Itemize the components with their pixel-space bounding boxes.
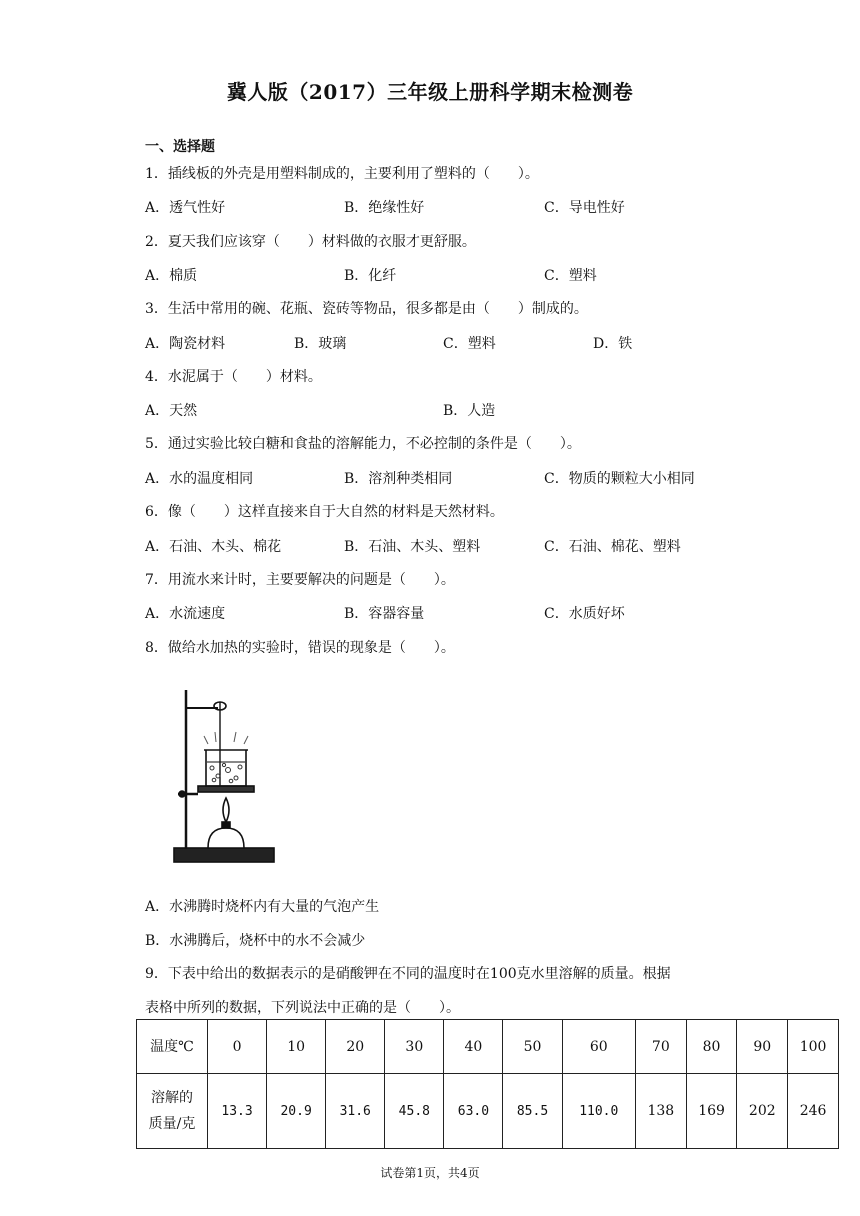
table-cell: 50 [503, 1020, 562, 1074]
q4-option-b: B．人造 [443, 403, 496, 419]
q8-option-a: A．水沸腾时烧杯内有大量的气泡产生 [145, 899, 380, 915]
exam-title: 冀人版（2017）三年级上册科学期末检测卷 [226, 80, 634, 104]
table-cell: 10 [267, 1020, 326, 1074]
q3-option-d: D．铁 [593, 336, 633, 352]
table-header-cell [137, 1074, 208, 1149]
question-8-stem: 8．做给水加热的实验时，错误的现象是（ ）。 [145, 640, 455, 656]
table-cell: 63.0 [444, 1074, 503, 1149]
section-heading: 一、选择题 [145, 139, 215, 155]
row-label-line: 质量/克 [148, 1116, 196, 1132]
table-cell: 60 [562, 1020, 635, 1074]
table-cell: 85.5 [503, 1074, 562, 1149]
table-row [137, 1020, 839, 1074]
solubility-table [136, 1019, 839, 1149]
table-cell: 169 [686, 1074, 737, 1149]
q1-option-a: A．透气性好 [145, 200, 226, 216]
question-7-stem: 7．用流水来计时，主要要解决的问题是（ ）。 [145, 572, 455, 588]
table-cell: 138 [635, 1074, 686, 1149]
table-cell: 90 [737, 1020, 788, 1074]
table-cell: 100 [788, 1020, 839, 1074]
q5-option-c: C．物质的颗粒大小相同 [544, 471, 695, 487]
q1-option-b: B．绝缘性好 [344, 200, 425, 216]
q5-option-b: B．溶剂种类相同 [344, 471, 453, 487]
table-cell: 40 [444, 1020, 503, 1074]
q3-option-b: B．玻璃 [294, 336, 347, 352]
question-9-stem-line-1: 9．下表中给出的数据表示的是硝酸钾在不同的温度时在100克水里溶解的质量。根据 [145, 966, 671, 982]
row-label-line: 溶解的 [151, 1090, 193, 1106]
table-cell: 246 [788, 1074, 839, 1149]
table-cell: 13.3 [208, 1074, 267, 1149]
table-cell: 110.0 [562, 1074, 635, 1149]
table-cell: 80 [686, 1020, 737, 1074]
table-cell: 20 [326, 1020, 385, 1074]
page-footer: 试卷第1页，共4页 [380, 1166, 480, 1180]
question-1-stem: 1．插线板的外壳是用塑料制成的，主要利用了塑料的（ ）。 [145, 166, 539, 182]
q2-option-a: A．棉质 [145, 268, 198, 284]
q6-option-c: C．石油、棉花、塑料 [544, 539, 681, 555]
question-6-stem: 6．像（ ）这样直接来自于大自然的材料是天然材料。 [145, 504, 504, 520]
table-cell: 202 [737, 1074, 788, 1149]
table-cell: 20.9 [267, 1074, 326, 1149]
question-2-stem: 2．夏天我们应该穿（ ）材料做的衣服才更舒服。 [145, 234, 476, 250]
q5-option-a: A．水的温度相同 [145, 471, 254, 487]
q7-option-a: A．水流速度 [145, 606, 226, 622]
table-cell: 0 [208, 1020, 267, 1074]
table-row [137, 1074, 839, 1149]
q7-option-b: B．容器容量 [344, 606, 425, 622]
question-3-stem: 3．生活中常用的碗、花瓶、瓷砖等物品，很多都是由（ ）制成的。 [145, 301, 588, 317]
q2-option-b: B．化纤 [344, 268, 397, 284]
table-cell: 30 [385, 1020, 444, 1074]
table-cell: 31.6 [326, 1074, 385, 1149]
table-header-cell: 温度℃ [137, 1020, 208, 1074]
question-9-stem-line-2: 表格中所列的数据，下列说法中正确的是（ ）。 [145, 1000, 460, 1016]
q6-option-b: B．石油、木头、塑料 [344, 539, 481, 555]
table-cell: 45.8 [385, 1074, 444, 1149]
q6-option-a: A．石油、木头、棉花 [145, 539, 282, 555]
heating-apparatus-illustration [168, 682, 280, 868]
q1-option-c: C．导电性好 [544, 200, 625, 216]
q4-option-a: A．天然 [145, 403, 198, 419]
q7-option-c: C．水质好坏 [544, 606, 625, 622]
table-cell: 70 [635, 1020, 686, 1074]
q2-option-c: C．塑料 [544, 268, 597, 284]
q3-option-a: A．陶瓷材料 [145, 336, 226, 352]
q8-option-b: B．水沸腾后，烧杯中的水不会减少 [145, 933, 366, 949]
q3-option-c: C．塑料 [443, 336, 496, 352]
question-5-stem: 5．通过实验比较白糖和食盐的溶解能力，不必控制的条件是（ ）。 [145, 436, 581, 452]
question-4-stem: 4．水泥属于（ ）材料。 [145, 369, 322, 385]
